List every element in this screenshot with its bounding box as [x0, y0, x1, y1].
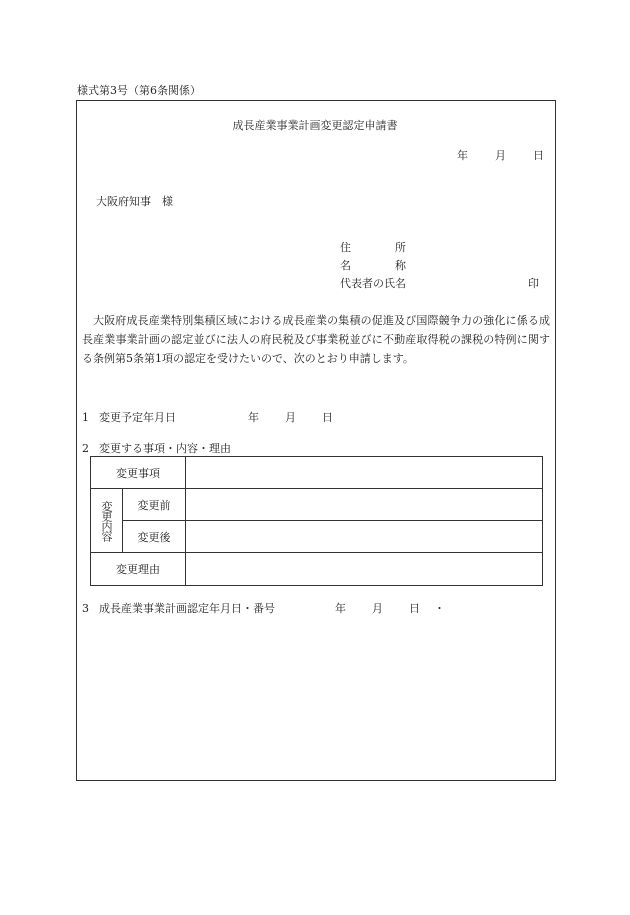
address-label-b: 所: [395, 241, 406, 254]
section3-day: 日: [409, 602, 420, 615]
before-change-field[interactable]: [186, 489, 543, 521]
change-reason-label: 変更理由: [91, 553, 186, 586]
section-change-details: [82, 442, 231, 456]
date-month: 月: [495, 149, 506, 162]
representative-label: 代表者の氏名: [340, 277, 406, 290]
section3-number: 3: [82, 602, 89, 615]
name-label-a: 名: [340, 259, 351, 272]
date-day: 日: [533, 149, 544, 162]
section1-label: 変更予定年月日: [99, 411, 176, 424]
change-content-label: 変更内容: [100, 500, 113, 541]
change-item-label: 変更事項: [91, 457, 186, 489]
seal-mark: 印: [528, 277, 539, 290]
name-label: [340, 259, 406, 273]
form-number-label: 様式第3号（第6条関係）: [77, 84, 201, 97]
after-change-label: 変更後: [123, 521, 186, 553]
section1-number: 1: [82, 411, 89, 424]
section2-number: 2: [82, 442, 89, 455]
change-table: [90, 456, 543, 586]
document-title: 成長産業事業計画変更認定申請書: [232, 119, 398, 132]
change-item-field[interactable]: [186, 457, 543, 489]
section1-day: 日: [322, 411, 333, 424]
after-change-field[interactable]: [186, 521, 543, 553]
application-date: [457, 149, 544, 163]
change-content-group: [91, 489, 123, 553]
section2-label: 変更する事項・内容・理由: [99, 442, 231, 455]
address-label-a: 住: [340, 241, 351, 254]
section3-month: 月: [372, 602, 383, 615]
section1-month: 月: [285, 411, 296, 424]
section-change-date: [82, 411, 333, 425]
address-label: [340, 241, 406, 255]
section3-year: 年: [335, 602, 346, 615]
name-label-b: 称: [395, 259, 406, 272]
addressee: 大阪府知事 様: [96, 195, 173, 208]
section1-year: 年: [248, 411, 259, 424]
date-year: 年: [457, 149, 468, 162]
application-statement: 大阪府成長産業特別集積区域における成長産業の集積の促進及び国際競争力の強化に係る成長産業事業計画の認定並びに法人の府民税及び事業税並びに不動産取得税の課税の特例に関する条例第5条第1項の認定を受けたいので、次のとおり申請します。: [82, 314, 550, 365]
change-reason-field[interactable]: [186, 553, 543, 586]
section-certification: [82, 602, 445, 616]
section3-label: 成長産業事業計画認定年月日・番号: [99, 602, 275, 615]
before-change-label: 変更前: [123, 489, 186, 521]
section3-dot: ・: [434, 602, 445, 615]
